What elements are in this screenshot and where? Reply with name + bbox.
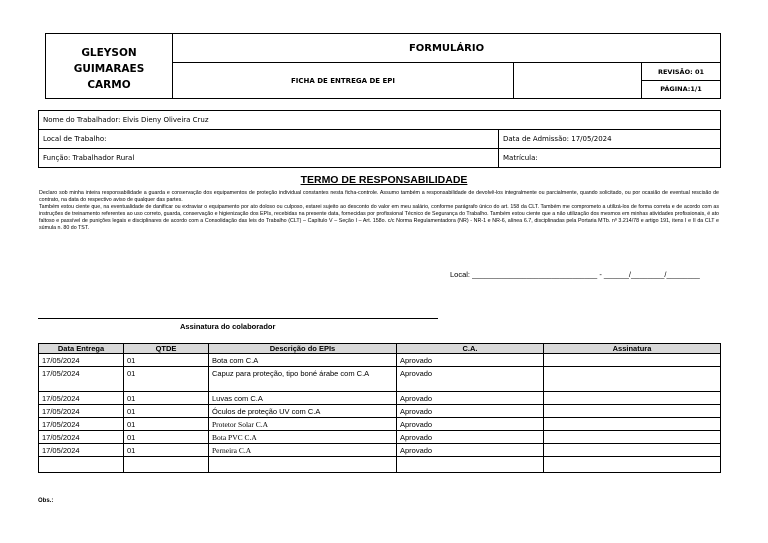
admission-date: Data de Admissão: 17/05/2024 — [499, 130, 721, 149]
cell-date: 17/05/2024 — [39, 367, 124, 392]
term-text — [39, 190, 719, 231]
cell-date: 17/05/2024 — [39, 444, 124, 457]
term-title: TERMO DE RESPONSABILIDADE — [300, 174, 468, 186]
work-location: Local de Trabalho: — [39, 130, 499, 149]
cell-signature[interactable] — [544, 392, 721, 405]
cell-qty: 01 — [124, 444, 209, 457]
cell-signature[interactable] — [544, 444, 721, 457]
cell-qty: 01 — [124, 431, 209, 444]
cell-empty[interactable] — [397, 457, 544, 473]
table-row — [39, 392, 721, 405]
table-row-empty — [39, 457, 721, 473]
revisao-label: REVISÃO: 01 — [642, 63, 721, 80]
cell-signature[interactable] — [544, 405, 721, 418]
company-name-line1: GLEYSON GUIMARAES — [73, 47, 145, 75]
observations-label: Obs.: — [38, 498, 54, 504]
cell-date: 17/05/2024 — [39, 392, 124, 405]
cell-date: 17/05/2024 — [39, 418, 124, 431]
epi-table-header — [39, 344, 721, 354]
header-empty-cell — [514, 63, 642, 99]
cell-description: Bota com C.A — [209, 354, 397, 367]
cell-signature[interactable] — [544, 354, 721, 367]
cell-date: 17/05/2024 — [39, 431, 124, 444]
cell-date: 17/05/2024 — [39, 405, 124, 418]
cell-description: Perneira C.A — [209, 444, 397, 457]
term-paragraph-2: Também estou ciente que, na eventualidade de danificar ou extraviar o equipamento por ato doloso ou culposo, estarei sujeito ao desconto do valor em meu salário, conforme parágrafo único do art. 158 da CLT. Também me comprometo a utilizá-los de forma correta e de acordo com as instruções de treinamento referentes ao uso correto, guarda, conservação e higienização dos EPIs, recebidas na presente data, fornecidas por profissional Técnico de Segurança do Trabalho. Também estou ciente que a não utilização dos mesmos em minhas atividades profissionais, é ato faltoso e passível de punições legais e disciplinares de acordo com a Consolidação das leis do Trabalho (CLT) – Capítulo V – Seção I – Art. 158o. c/c Norma Regulamentadora (NR) - NR-1 e NR-6, alínea 6.7, disciplinadas pela Portaria MTb. nº 3.214/78 e artigo 191, itens I e II da CLT e súmula n. 80 do TST. — [39, 203, 719, 231]
worker-name: Nome do Trabalhador: Elvis Dieny Oliveira Cruz — [39, 111, 721, 130]
cell-qty: 01 — [124, 367, 209, 392]
company-name — [46, 34, 173, 99]
signature-label: Assinatura do colaborador — [180, 322, 276, 331]
col-header-qty: QTDE — [124, 344, 209, 354]
signature-line — [38, 318, 438, 319]
cell-description: Capuz para proteção, tipo boné árabe com C.A — [209, 367, 397, 392]
company-name-line2: CARMO — [87, 79, 131, 91]
table-row — [39, 405, 721, 418]
cell-qty: 01 — [124, 418, 209, 431]
cell-qty: 01 — [124, 405, 209, 418]
term-paragraph-1: Declaro sob minha inteira responsabilidade a guarda e conservação dos equipamentos de proteção individual constantes nesta ficha-controle. Assumo também a responsabilidade de devolvê-los integralmente ou parcialmente, quando solicitado, ou por ocasião de eventual rescisão de contrato, na data do respectivo aviso de qualquer das partes. — [39, 190, 719, 203]
worker-function: Função: Trabalhador Rural — [39, 149, 499, 168]
header-table — [45, 33, 721, 99]
cell-description: Luvas com C.A — [209, 392, 397, 405]
col-header-date: Data Entrega — [39, 344, 124, 354]
cell-qty: 01 — [124, 392, 209, 405]
ficha-title: FICHA DE ENTREGA DE EPI — [173, 63, 514, 99]
registration-number: Matrícula: — [499, 149, 721, 168]
cell-ca: Aprovado — [397, 367, 544, 392]
cell-ca: Aprovado — [397, 392, 544, 405]
col-header-signature: Assinatura — [544, 344, 721, 354]
cell-signature[interactable] — [544, 367, 721, 392]
cell-ca: Aprovado — [397, 444, 544, 457]
cell-signature[interactable] — [544, 431, 721, 444]
cell-empty[interactable] — [544, 457, 721, 473]
table-row — [39, 354, 721, 367]
table-row — [39, 418, 721, 431]
cell-empty[interactable] — [209, 457, 397, 473]
worker-info-table — [38, 110, 721, 168]
epi-table — [38, 343, 721, 473]
col-header-description: Descrição do EPIs — [209, 344, 397, 354]
table-row — [39, 444, 721, 457]
col-header-ca: C.A. — [397, 344, 544, 354]
table-row — [39, 367, 721, 392]
cell-ca: Aprovado — [397, 418, 544, 431]
cell-ca: Aprovado — [397, 405, 544, 418]
cell-ca: Aprovado — [397, 431, 544, 444]
cell-empty[interactable] — [124, 457, 209, 473]
cell-signature[interactable] — [544, 418, 721, 431]
pagina-label: PÁGINA:1/1 — [642, 80, 721, 98]
cell-ca: Aprovado — [397, 354, 544, 367]
form-title: FORMULÁRIO — [173, 34, 721, 63]
cell-description: Óculos de proteção UV com C.A — [209, 405, 397, 418]
cell-qty: 01 — [124, 354, 209, 367]
cell-date: 17/05/2024 — [39, 354, 124, 367]
table-row — [39, 431, 721, 444]
cell-description: Protetor Solar C.A — [209, 418, 397, 431]
cell-description: Bota PVC C.A — [209, 431, 397, 444]
cell-empty[interactable] — [39, 457, 124, 473]
local-date-line: Local: ______________________________ - ______/________/________ — [450, 270, 700, 279]
